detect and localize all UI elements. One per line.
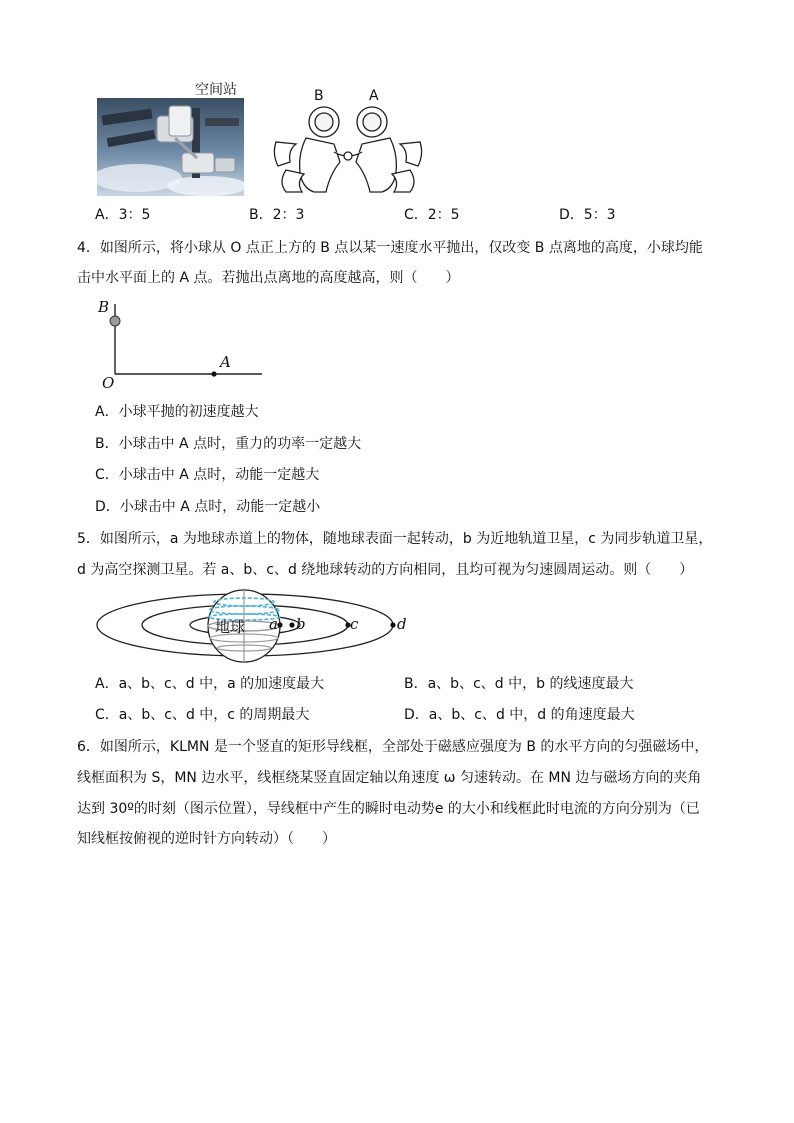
label-b: B (98, 298, 110, 316)
q4-option-c[interactable]: C．小球击中 A 点时，动能一定越大 (95, 467, 320, 483)
earth-label: 地球 (215, 618, 246, 636)
q5-stem-line2: d 为高空探测卫星。若 a、b、c、d 绕地球转动的方向相同，且均可视为匀速圆周运动。则（ ） (77, 562, 694, 578)
label-b-small: b (296, 615, 306, 633)
q5-option-b[interactable]: B．a、b、c、d 中，b 的线速度最大 (404, 676, 634, 692)
q5-option-c[interactable]: C．a、b、c、d 中，c 的周期最大 (95, 707, 310, 723)
point-b (289, 622, 294, 627)
label-a-small: a (269, 615, 278, 633)
q3-option-d[interactable]: D．5：3 (559, 207, 616, 223)
q3-option-b[interactable]: B．2：3 (249, 207, 305, 223)
q4-option-b[interactable]: B．小球击中 A 点时，重力的功率一定越大 (95, 436, 362, 452)
orbit-diagram (94, 588, 424, 666)
point-a (277, 622, 282, 627)
astronaut-b-label: B (314, 88, 324, 104)
q6-stem-line3: 达到 30º的时刻（图示位置），导线框中产生的瞬时电动势e 的大小和线框此时电流的方向分别为（已 (77, 801, 700, 817)
label-o: O (102, 374, 115, 392)
q3-figure-space-station (97, 78, 245, 198)
label-c: c (350, 615, 359, 633)
projectile-diagram (96, 296, 266, 392)
ball-marker (110, 316, 120, 326)
q6-stem-line2: 线框面积为 S，MN 边水平，线框绕某竖直固定轴以角速度 ω 匀速转动。在 MN 边与磁场方向的夹角 (77, 770, 702, 786)
point-d (390, 622, 395, 627)
q6-stem-line1: 6．如图所示，KLMN 是一个竖直的矩形导线框，全部处于磁感应强度为 B 的水平方向的匀强磁场中， (77, 739, 709, 755)
q4-stem-line1: 4．如图所示，将小球从 O 点正上方的 B 点以某一速度水平抛出，仅改变 B 点离地的高度，小球均能 (77, 240, 703, 256)
label-d: d (397, 615, 407, 633)
q4-option-d[interactable]: D．小球击中 A 点时，动能一定越小 (95, 499, 321, 515)
q5-stem-line1: 5．如图所示，a 为地球赤道上的物体，随地球表面一起转动，b 为近地轨道卫星，c 为同步轨道卫星， (77, 531, 713, 547)
astronauts-drawing (268, 104, 428, 198)
q4-stem-line2: 击中水平面上的 A 点。若抛出点离地的高度越高，则（ ） (77, 270, 460, 286)
label-a: A (220, 353, 231, 371)
q4-option-a[interactable]: A．小球平抛的初速度越大 (95, 404, 259, 420)
q3-option-a[interactable]: A．3：5 (95, 207, 151, 223)
q5-option-d[interactable]: D．a、b、c、d 中，d 的角速度最大 (404, 707, 635, 723)
q4-figure (96, 296, 266, 392)
q5-option-a[interactable]: A．a、b、c、d 中，a 的加速度最大 (95, 676, 325, 692)
space-station-label: 空间站 (195, 82, 237, 98)
q3-option-c[interactable]: C．2：5 (404, 207, 460, 223)
astronaut-a-label: A (369, 88, 379, 104)
point-a-marker (211, 371, 216, 376)
q5-figure (94, 588, 424, 666)
space-station-photo (97, 98, 244, 196)
q6-stem-line4: 知线框按俯视的逆时针方向转动）（ ） (77, 831, 336, 847)
q3-figure-astronauts (268, 88, 428, 200)
